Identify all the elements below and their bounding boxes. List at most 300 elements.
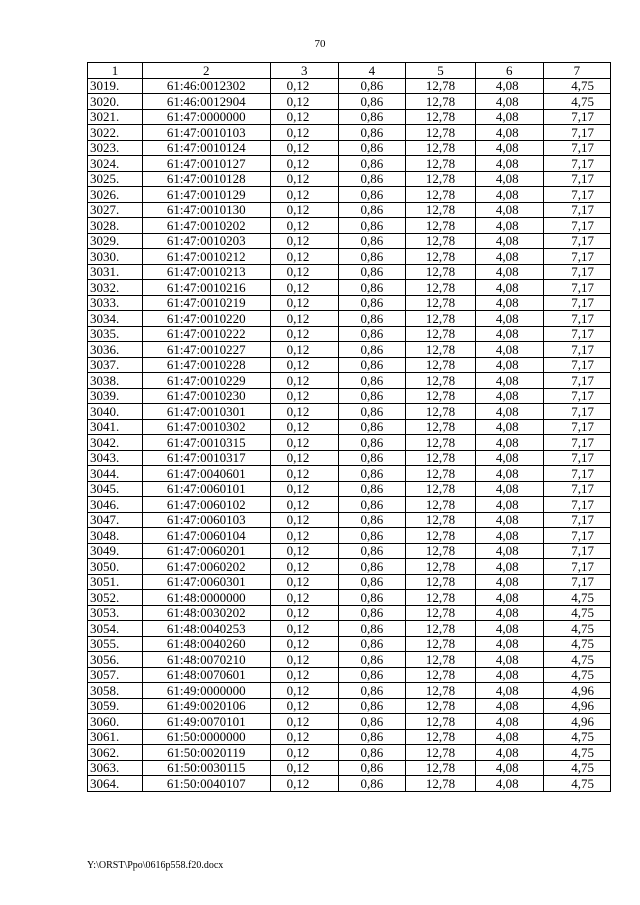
value-cell-6: 4,08: [475, 450, 543, 466]
value-cell-3: 0,12: [270, 667, 338, 683]
value-cell-4: 0,86: [338, 683, 405, 699]
row-number-cell: 3055.: [88, 636, 143, 652]
value-cell-3: 0,12: [270, 419, 338, 435]
value-cell-5: 12,78: [406, 140, 476, 156]
table-row: [88, 450, 611, 466]
table-row: [88, 559, 611, 575]
row-number-cell: 3038.: [88, 373, 143, 389]
value-cell-6: 4,08: [475, 636, 543, 652]
value-cell-4: 0,86: [338, 729, 405, 745]
value-cell-6: 4,08: [475, 140, 543, 156]
cadastral-code-cell: 61:49:0020106: [142, 698, 270, 714]
value-cell-5: 12,78: [406, 760, 476, 776]
table-row: [88, 745, 611, 761]
value-cell-6: 4,08: [475, 497, 543, 513]
cadastral-code-cell: 61:47:0060102: [142, 497, 270, 513]
value-cell-3: 0,12: [270, 512, 338, 528]
cadastral-code-cell: 61:47:0060103: [142, 512, 270, 528]
value-cell-6: 4,08: [475, 404, 543, 420]
value-cell-6: 4,08: [475, 357, 543, 373]
value-cell-6: 4,08: [475, 714, 543, 730]
value-cell-4: 0,86: [338, 326, 405, 342]
value-cell-6: 4,08: [475, 233, 543, 249]
value-cell-6: 4,08: [475, 218, 543, 234]
row-number-cell: 3039.: [88, 388, 143, 404]
value-cell-6: 4,08: [475, 156, 543, 172]
table-row: [88, 683, 611, 699]
value-cell-6: 4,08: [475, 729, 543, 745]
table-row: [88, 543, 611, 559]
cadastral-code-cell: 61:46:0012302: [142, 78, 270, 94]
value-cell-7: 4,75: [543, 776, 610, 792]
value-cell-7: 7,17: [543, 435, 610, 451]
value-cell-4: 0,86: [338, 357, 405, 373]
value-cell-3: 0,12: [270, 218, 338, 234]
value-cell-7: 7,17: [543, 543, 610, 559]
value-cell-5: 12,78: [406, 512, 476, 528]
value-cell-6: 4,08: [475, 280, 543, 296]
value-cell-3: 0,12: [270, 574, 338, 590]
value-cell-7: 7,17: [543, 357, 610, 373]
row-number-cell: 3051.: [88, 574, 143, 590]
value-cell-5: 12,78: [406, 388, 476, 404]
value-cell-6: 4,08: [475, 373, 543, 389]
value-cell-5: 12,78: [406, 698, 476, 714]
value-cell-7: 4,75: [543, 94, 610, 110]
value-cell-7: 7,17: [543, 156, 610, 172]
value-cell-4: 0,86: [338, 667, 405, 683]
row-number-cell: 3031.: [88, 264, 143, 280]
value-cell-4: 0,86: [338, 497, 405, 513]
value-cell-4: 0,86: [338, 776, 405, 792]
table-row: [88, 140, 611, 156]
value-cell-5: 12,78: [406, 202, 476, 218]
value-cell-3: 0,12: [270, 497, 338, 513]
value-cell-3: 0,12: [270, 652, 338, 668]
value-cell-4: 0,86: [338, 605, 405, 621]
row-number-cell: 3043.: [88, 450, 143, 466]
value-cell-3: 0,12: [270, 683, 338, 699]
table-row: [88, 295, 611, 311]
column-header-7: 7: [543, 63, 610, 79]
value-cell-5: 12,78: [406, 249, 476, 265]
value-cell-3: 0,12: [270, 140, 338, 156]
cadastral-code-cell: 61:47:0010220: [142, 311, 270, 327]
table-row: [88, 776, 611, 792]
value-cell-3: 0,12: [270, 295, 338, 311]
value-cell-6: 4,08: [475, 342, 543, 358]
value-cell-4: 0,86: [338, 590, 405, 606]
value-cell-4: 0,86: [338, 233, 405, 249]
value-cell-7: 4,75: [543, 636, 610, 652]
value-cell-3: 0,12: [270, 760, 338, 776]
value-cell-7: 7,17: [543, 187, 610, 203]
value-cell-6: 4,08: [475, 466, 543, 482]
value-cell-6: 4,08: [475, 543, 543, 559]
table-row: [88, 590, 611, 606]
value-cell-5: 12,78: [406, 450, 476, 466]
row-number-cell: 3025.: [88, 171, 143, 187]
value-cell-4: 0,86: [338, 280, 405, 296]
cadastral-code-cell: 61:47:0010128: [142, 171, 270, 187]
value-cell-5: 12,78: [406, 326, 476, 342]
value-cell-3: 0,12: [270, 125, 338, 141]
value-cell-5: 12,78: [406, 574, 476, 590]
cadastral-code-cell: 61:47:0010130: [142, 202, 270, 218]
column-header-2: 2: [142, 63, 270, 79]
cadastral-code-cell: 61:48:0040253: [142, 621, 270, 637]
cadastral-code-cell: 61:47:0040601: [142, 466, 270, 482]
value-cell-6: 4,08: [475, 621, 543, 637]
table-row: [88, 187, 611, 203]
value-cell-5: 12,78: [406, 435, 476, 451]
row-number-cell: 3027.: [88, 202, 143, 218]
value-cell-5: 12,78: [406, 280, 476, 296]
value-cell-4: 0,86: [338, 435, 405, 451]
value-cell-6: 4,08: [475, 125, 543, 141]
cadastral-code-cell: 61:48:0070601: [142, 667, 270, 683]
value-cell-7: 7,17: [543, 125, 610, 141]
row-number-cell: 3050.: [88, 559, 143, 575]
cadastral-code-cell: 61:50:0000000: [142, 729, 270, 745]
value-cell-6: 4,08: [475, 202, 543, 218]
value-cell-4: 0,86: [338, 714, 405, 730]
value-cell-7: 7,17: [543, 280, 610, 296]
value-cell-6: 4,08: [475, 512, 543, 528]
value-cell-5: 12,78: [406, 528, 476, 544]
value-cell-3: 0,12: [270, 202, 338, 218]
cadastral-code-cell: 61:49:0070101: [142, 714, 270, 730]
value-cell-4: 0,86: [338, 249, 405, 265]
value-cell-3: 0,12: [270, 621, 338, 637]
row-number-cell: 3035.: [88, 326, 143, 342]
table-row: [88, 171, 611, 187]
value-cell-5: 12,78: [406, 590, 476, 606]
row-number-cell: 3024.: [88, 156, 143, 172]
value-cell-4: 0,86: [338, 109, 405, 125]
value-cell-5: 12,78: [406, 94, 476, 110]
value-cell-3: 0,12: [270, 171, 338, 187]
value-cell-4: 0,86: [338, 652, 405, 668]
cadastral-code-cell: 61:47:0010301: [142, 404, 270, 420]
value-cell-6: 4,08: [475, 435, 543, 451]
table-row: [88, 326, 611, 342]
value-cell-5: 12,78: [406, 466, 476, 482]
table-row: [88, 667, 611, 683]
value-cell-7: 7,17: [543, 326, 610, 342]
value-cell-7: 4,75: [543, 605, 610, 621]
value-cell-4: 0,86: [338, 404, 405, 420]
row-number-cell: 3047.: [88, 512, 143, 528]
value-cell-4: 0,86: [338, 187, 405, 203]
row-number-cell: 3056.: [88, 652, 143, 668]
value-cell-4: 0,86: [338, 543, 405, 559]
cadastral-code-cell: 61:48:0040260: [142, 636, 270, 652]
value-cell-6: 4,08: [475, 388, 543, 404]
value-cell-4: 0,86: [338, 202, 405, 218]
data-table: [87, 62, 611, 792]
value-cell-4: 0,86: [338, 78, 405, 94]
table-row: [88, 419, 611, 435]
value-cell-4: 0,86: [338, 264, 405, 280]
value-cell-5: 12,78: [406, 714, 476, 730]
value-cell-7: 7,17: [543, 388, 610, 404]
value-cell-5: 12,78: [406, 218, 476, 234]
value-cell-5: 12,78: [406, 683, 476, 699]
table-row: [88, 698, 611, 714]
value-cell-7: 7,17: [543, 497, 610, 513]
value-cell-3: 0,12: [270, 94, 338, 110]
row-number-cell: 3023.: [88, 140, 143, 156]
table-row: [88, 78, 611, 94]
row-number-cell: 3032.: [88, 280, 143, 296]
row-number-cell: 3037.: [88, 357, 143, 373]
value-cell-5: 12,78: [406, 264, 476, 280]
row-number-cell: 3060.: [88, 714, 143, 730]
value-cell-5: 12,78: [406, 729, 476, 745]
cadastral-code-cell: 61:47:0010203: [142, 233, 270, 249]
cadastral-code-cell: 61:47:0010317: [142, 450, 270, 466]
value-cell-4: 0,86: [338, 698, 405, 714]
row-number-cell: 3049.: [88, 543, 143, 559]
value-cell-7: 7,17: [543, 342, 610, 358]
value-cell-4: 0,86: [338, 528, 405, 544]
value-cell-6: 4,08: [475, 481, 543, 497]
value-cell-5: 12,78: [406, 311, 476, 327]
value-cell-5: 12,78: [406, 776, 476, 792]
value-cell-7: 7,17: [543, 140, 610, 156]
value-cell-4: 0,86: [338, 125, 405, 141]
value-cell-3: 0,12: [270, 264, 338, 280]
row-number-cell: 3048.: [88, 528, 143, 544]
value-cell-5: 12,78: [406, 404, 476, 420]
row-number-cell: 3054.: [88, 621, 143, 637]
value-cell-4: 0,86: [338, 373, 405, 389]
value-cell-5: 12,78: [406, 171, 476, 187]
cadastral-code-cell: 61:47:0010124: [142, 140, 270, 156]
cadastral-code-cell: 61:47:0060101: [142, 481, 270, 497]
table-row: [88, 404, 611, 420]
value-cell-5: 12,78: [406, 78, 476, 94]
value-cell-4: 0,86: [338, 481, 405, 497]
table-row: [88, 109, 611, 125]
column-header-3: 3: [270, 63, 338, 79]
value-cell-4: 0,86: [338, 466, 405, 482]
cadastral-code-cell: 61:47:0010213: [142, 264, 270, 280]
table-row: [88, 621, 611, 637]
value-cell-3: 0,12: [270, 109, 338, 125]
value-cell-6: 4,08: [475, 419, 543, 435]
cadastral-code-cell: 61:47:0010103: [142, 125, 270, 141]
table-row: [88, 202, 611, 218]
row-number-cell: 3034.: [88, 311, 143, 327]
value-cell-3: 0,12: [270, 78, 338, 94]
row-number-cell: 3046.: [88, 497, 143, 513]
value-cell-6: 4,08: [475, 326, 543, 342]
table-row: [88, 512, 611, 528]
value-cell-7: 7,17: [543, 419, 610, 435]
cadastral-code-cell: 61:47:0010129: [142, 187, 270, 203]
cadastral-code-cell: 61:48:0070210: [142, 652, 270, 668]
value-cell-4: 0,86: [338, 140, 405, 156]
cadastral-code-cell: 61:47:0010127: [142, 156, 270, 172]
row-number-cell: 3057.: [88, 667, 143, 683]
cadastral-code-cell: 61:47:0010229: [142, 373, 270, 389]
cadastral-code-cell: 61:47:0010212: [142, 249, 270, 265]
table-row: [88, 125, 611, 141]
table-row: [88, 528, 611, 544]
value-cell-7: 7,17: [543, 404, 610, 420]
value-cell-5: 12,78: [406, 156, 476, 172]
value-cell-4: 0,86: [338, 760, 405, 776]
value-cell-4: 0,86: [338, 419, 405, 435]
value-cell-5: 12,78: [406, 636, 476, 652]
value-cell-6: 4,08: [475, 528, 543, 544]
value-cell-4: 0,86: [338, 342, 405, 358]
value-cell-3: 0,12: [270, 357, 338, 373]
value-cell-5: 12,78: [406, 543, 476, 559]
value-cell-6: 4,08: [475, 776, 543, 792]
value-cell-6: 4,08: [475, 94, 543, 110]
value-cell-5: 12,78: [406, 109, 476, 125]
table-row: [88, 311, 611, 327]
value-cell-3: 0,12: [270, 326, 338, 342]
value-cell-4: 0,86: [338, 311, 405, 327]
value-cell-5: 12,78: [406, 187, 476, 203]
row-number-cell: 3026.: [88, 187, 143, 203]
table-row: [88, 760, 611, 776]
value-cell-5: 12,78: [406, 605, 476, 621]
value-cell-7: 7,17: [543, 264, 610, 280]
value-cell-7: 4,96: [543, 698, 610, 714]
value-cell-4: 0,86: [338, 295, 405, 311]
table-row: [88, 435, 611, 451]
header-row: [88, 63, 611, 79]
cadastral-code-cell: 61:47:0010227: [142, 342, 270, 358]
column-header-4: 4: [338, 63, 405, 79]
value-cell-7: 7,17: [543, 512, 610, 528]
value-cell-4: 0,86: [338, 171, 405, 187]
value-cell-6: 4,08: [475, 171, 543, 187]
table-row: [88, 466, 611, 482]
value-cell-7: 7,17: [543, 528, 610, 544]
table-row: [88, 605, 611, 621]
value-cell-6: 4,08: [475, 683, 543, 699]
value-cell-6: 4,08: [475, 109, 543, 125]
table-row: [88, 652, 611, 668]
value-cell-5: 12,78: [406, 233, 476, 249]
value-cell-5: 12,78: [406, 652, 476, 668]
value-cell-3: 0,12: [270, 280, 338, 296]
value-cell-4: 0,86: [338, 574, 405, 590]
value-cell-7: 7,17: [543, 559, 610, 575]
value-cell-7: 4,75: [543, 729, 610, 745]
row-number-cell: 3041.: [88, 419, 143, 435]
value-cell-7: 7,17: [543, 218, 610, 234]
value-cell-3: 0,12: [270, 466, 338, 482]
row-number-cell: 3063.: [88, 760, 143, 776]
cadastral-code-cell: 61:47:0060104: [142, 528, 270, 544]
value-cell-3: 0,12: [270, 342, 338, 358]
page-number: 70: [314, 38, 326, 50]
column-header-1: 1: [88, 63, 143, 79]
value-cell-3: 0,12: [270, 729, 338, 745]
cadastral-code-cell: 61:47:0010219: [142, 295, 270, 311]
value-cell-5: 12,78: [406, 295, 476, 311]
cadastral-code-cell: 61:47:0010222: [142, 326, 270, 342]
value-cell-5: 12,78: [406, 419, 476, 435]
table-row: [88, 636, 611, 652]
cadastral-code-cell: 61:47:0060301: [142, 574, 270, 590]
cadastral-code-cell: 61:47:0010315: [142, 435, 270, 451]
cadastral-code-cell: 61:47:0010228: [142, 357, 270, 373]
value-cell-4: 0,86: [338, 156, 405, 172]
value-cell-5: 12,78: [406, 745, 476, 761]
value-cell-4: 0,86: [338, 745, 405, 761]
table-row: [88, 357, 611, 373]
value-cell-6: 4,08: [475, 264, 543, 280]
value-cell-6: 4,08: [475, 311, 543, 327]
value-cell-5: 12,78: [406, 621, 476, 637]
value-cell-7: 7,17: [543, 481, 610, 497]
cadastral-code-cell: 61:47:0060202: [142, 559, 270, 575]
value-cell-5: 12,78: [406, 481, 476, 497]
row-number-cell: 3058.: [88, 683, 143, 699]
value-cell-6: 4,08: [475, 590, 543, 606]
table-row: [88, 233, 611, 249]
value-cell-5: 12,78: [406, 342, 476, 358]
value-cell-7: 7,17: [543, 373, 610, 389]
value-cell-7: 7,17: [543, 311, 610, 327]
value-cell-3: 0,12: [270, 373, 338, 389]
value-cell-3: 0,12: [270, 543, 338, 559]
table-body: [88, 78, 611, 791]
row-number-cell: 3045.: [88, 481, 143, 497]
cadastral-code-cell: 61:50:0030115: [142, 760, 270, 776]
table-row: [88, 94, 611, 110]
value-cell-3: 0,12: [270, 388, 338, 404]
value-cell-3: 0,12: [270, 714, 338, 730]
column-header-6: 6: [475, 63, 543, 79]
table-header: [88, 63, 611, 79]
value-cell-7: 4,75: [543, 667, 610, 683]
value-cell-3: 0,12: [270, 776, 338, 792]
value-cell-7: 4,75: [543, 760, 610, 776]
value-cell-7: 7,17: [543, 202, 610, 218]
value-cell-4: 0,86: [338, 559, 405, 575]
value-cell-7: 4,75: [543, 745, 610, 761]
value-cell-3: 0,12: [270, 404, 338, 420]
value-cell-5: 12,78: [406, 559, 476, 575]
row-number-cell: 3022.: [88, 125, 143, 141]
value-cell-6: 4,08: [475, 574, 543, 590]
cadastral-code-cell: 61:47:0000000: [142, 109, 270, 125]
cadastral-code-cell: 61:48:0030202: [142, 605, 270, 621]
value-cell-3: 0,12: [270, 233, 338, 249]
value-cell-5: 12,78: [406, 373, 476, 389]
value-cell-3: 0,12: [270, 698, 338, 714]
value-cell-7: 7,17: [543, 171, 610, 187]
row-number-cell: 3021.: [88, 109, 143, 125]
value-cell-7: 7,17: [543, 295, 610, 311]
row-number-cell: 3064.: [88, 776, 143, 792]
value-cell-6: 4,08: [475, 698, 543, 714]
value-cell-7: 4,75: [543, 652, 610, 668]
cadastral-code-cell: 61:50:0040107: [142, 776, 270, 792]
value-cell-6: 4,08: [475, 745, 543, 761]
row-number-cell: 3061.: [88, 729, 143, 745]
value-cell-3: 0,12: [270, 636, 338, 652]
